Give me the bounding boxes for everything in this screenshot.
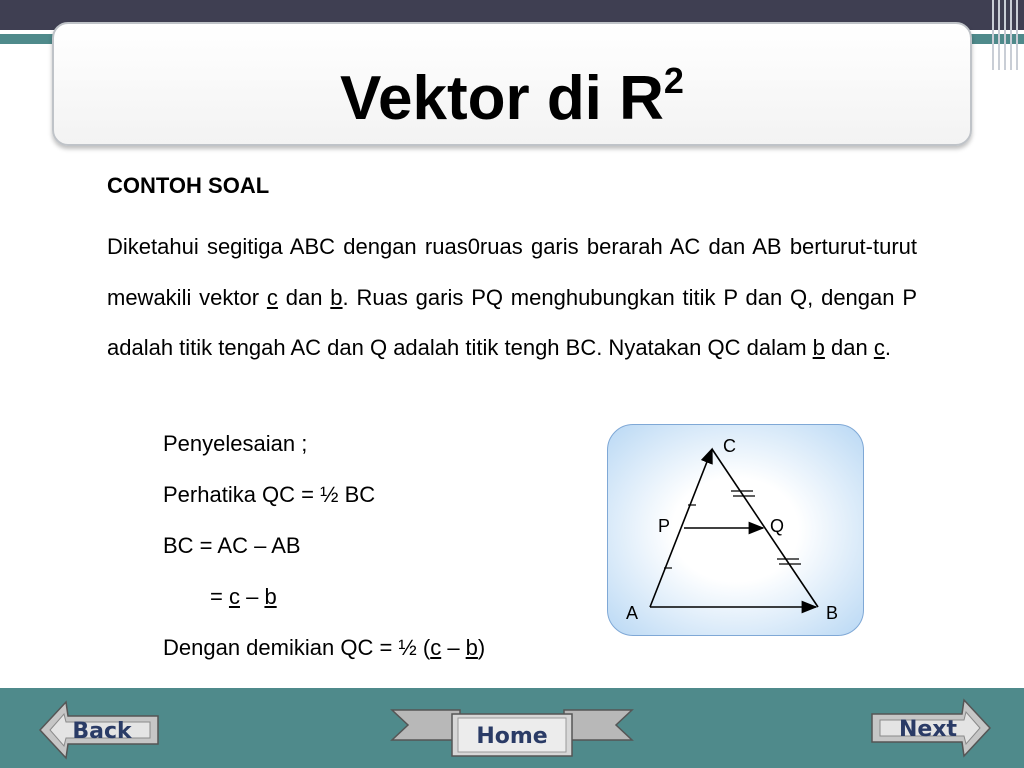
solution-line-5 — [163, 635, 485, 661]
label-c: C — [723, 436, 736, 456]
vector-c: c — [873, 335, 885, 360]
problem-text: Diketahui segitiga ABC dengan ruas0ruas garis berarah AC dan AB berturut-turut mewakili vektor — [107, 234, 917, 310]
next-label: Next — [898, 717, 958, 742]
title-superscript: 2 — [663, 60, 684, 101]
solution-text: – — [239, 584, 265, 609]
solution-text: Dengan demikian QC = ½ ( — [163, 635, 431, 660]
problem-text: . — [884, 335, 891, 360]
solution-text: ) — [477, 635, 486, 660]
label-b: B — [826, 603, 839, 623]
title-box — [52, 22, 972, 146]
problem-text: . Ruas garis PQ menghubungkan titik P dan Q, dengan P adalah titik tengah AC dan Q adalah titik tengh BC. Nyatakan QC dalam — [107, 284, 917, 360]
solution-line-4 — [210, 584, 277, 610]
vector-c: c — [228, 584, 240, 609]
triangle-svg — [608, 425, 865, 637]
solution-text: – — [441, 635, 466, 660]
next-button[interactable] — [868, 696, 992, 760]
label-q: Q — [770, 516, 785, 536]
solution-line-3: BC = AC – AB — [163, 533, 301, 558]
decorative-stripes — [988, 0, 1024, 70]
back-button[interactable] — [38, 698, 162, 762]
triangle-diagram — [607, 424, 864, 636]
vector-b: b — [812, 335, 825, 360]
problem-text: dan — [824, 335, 874, 360]
label-a: A — [626, 603, 639, 623]
vector-b: b — [264, 584, 277, 609]
section-heading: CONTOH SOAL — [107, 173, 270, 198]
back-label: Back — [72, 719, 132, 744]
vector-b: b — [465, 635, 478, 660]
problem-text: dan — [277, 284, 331, 310]
solution-line-2: Perhatika QC = ½ BC — [163, 482, 376, 507]
problem-statement — [107, 222, 917, 374]
home-button[interactable] — [390, 700, 634, 762]
label-p: P — [658, 516, 671, 536]
vector-b: b — [330, 284, 343, 310]
home-label: Home — [476, 724, 548, 749]
solution-line-1: Penyelesaian ; — [163, 431, 308, 456]
teal-accent-strip-left — [0, 34, 60, 44]
vector-c: c — [266, 284, 278, 310]
vector-c: c — [430, 635, 442, 660]
solution-text: = — [210, 584, 229, 609]
slide-title — [54, 60, 970, 134]
title-text: Vektor di R — [340, 64, 664, 133]
